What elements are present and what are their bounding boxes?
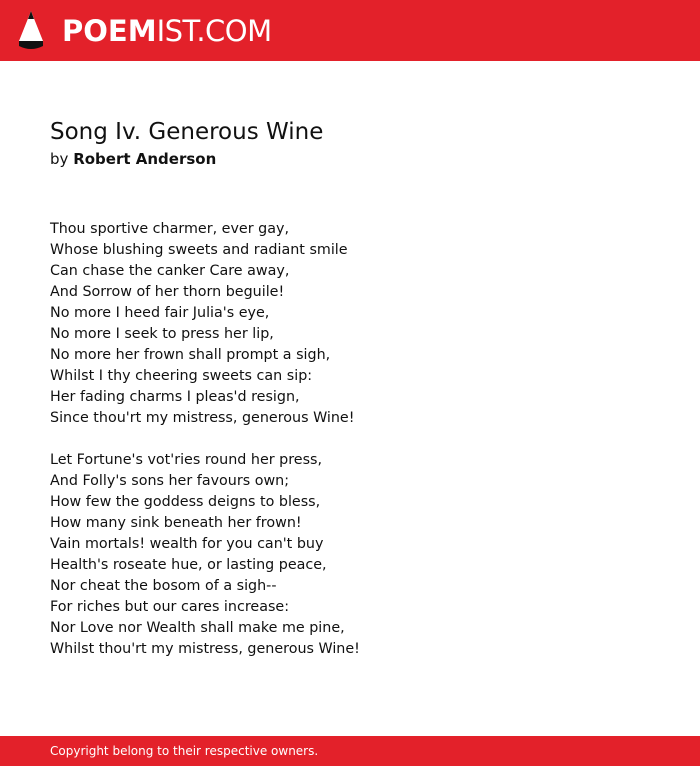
poem-line: And Folly's sons her favours own; (50, 473, 290, 489)
by-label: by (50, 150, 69, 168)
poem-line: Health's roseate hue, or lasting peace, (50, 557, 327, 573)
poem-line: Nor cheat the bosom of a sigh-- (50, 578, 277, 594)
poem-byline (50, 149, 216, 169)
logo-text-bold: POEM (62, 14, 157, 48)
poem-line: Can chase the canker Care away, (50, 263, 290, 279)
poem-line: Whilst I thy cheering sweets can sip: (50, 368, 313, 384)
poem-line: No more her frown shall prompt a sigh, (50, 347, 331, 363)
copyright-notice: Copyright belong to their respective owners. (50, 744, 319, 758)
poem-stanza-1 (50, 219, 670, 429)
site-header (0, 0, 700, 61)
poem-line: No more I heed fair Julia's eye, (50, 305, 270, 321)
poem-line: How many sink beneath her frown! (50, 515, 302, 531)
site-footer (0, 736, 700, 766)
poem-line: Her fading charms I pleas'd resign, (50, 389, 300, 405)
poem-line: Since thou'rt my mistress, generous Wine! (50, 410, 355, 426)
poem-line: How few the goddess deigns to bless, (50, 494, 321, 510)
poem-stanza-2 (50, 450, 670, 660)
poem-line: Whilst thou'rt my mistress, generous Wine! (50, 641, 360, 657)
pencil-tip-icon[interactable] (18, 10, 44, 51)
poem-line: For riches but our cares increase: (50, 599, 290, 615)
logo-text-light: IST.COM (156, 14, 272, 48)
poem-line: No more I seek to press her lip, (50, 326, 274, 342)
poem-line: And Sorrow of her thorn beguile! (50, 284, 285, 300)
poem-title: Song Iv. Generous Wine (50, 119, 324, 145)
poem-line: Vain mortals! wealth for you can't buy (50, 536, 324, 552)
poem-line: Let Fortune's vot'ries round her press, (50, 452, 323, 468)
site-logo[interactable] (62, 11, 272, 51)
poem-line: Thou sportive charmer, ever gay, (50, 221, 289, 237)
poem-line: Nor Love nor Wealth shall make me pine, (50, 620, 345, 636)
author-name: Robert Anderson (73, 150, 217, 168)
poem-body (50, 219, 670, 681)
poem-line: Whose blushing sweets and radiant smile (50, 242, 348, 258)
